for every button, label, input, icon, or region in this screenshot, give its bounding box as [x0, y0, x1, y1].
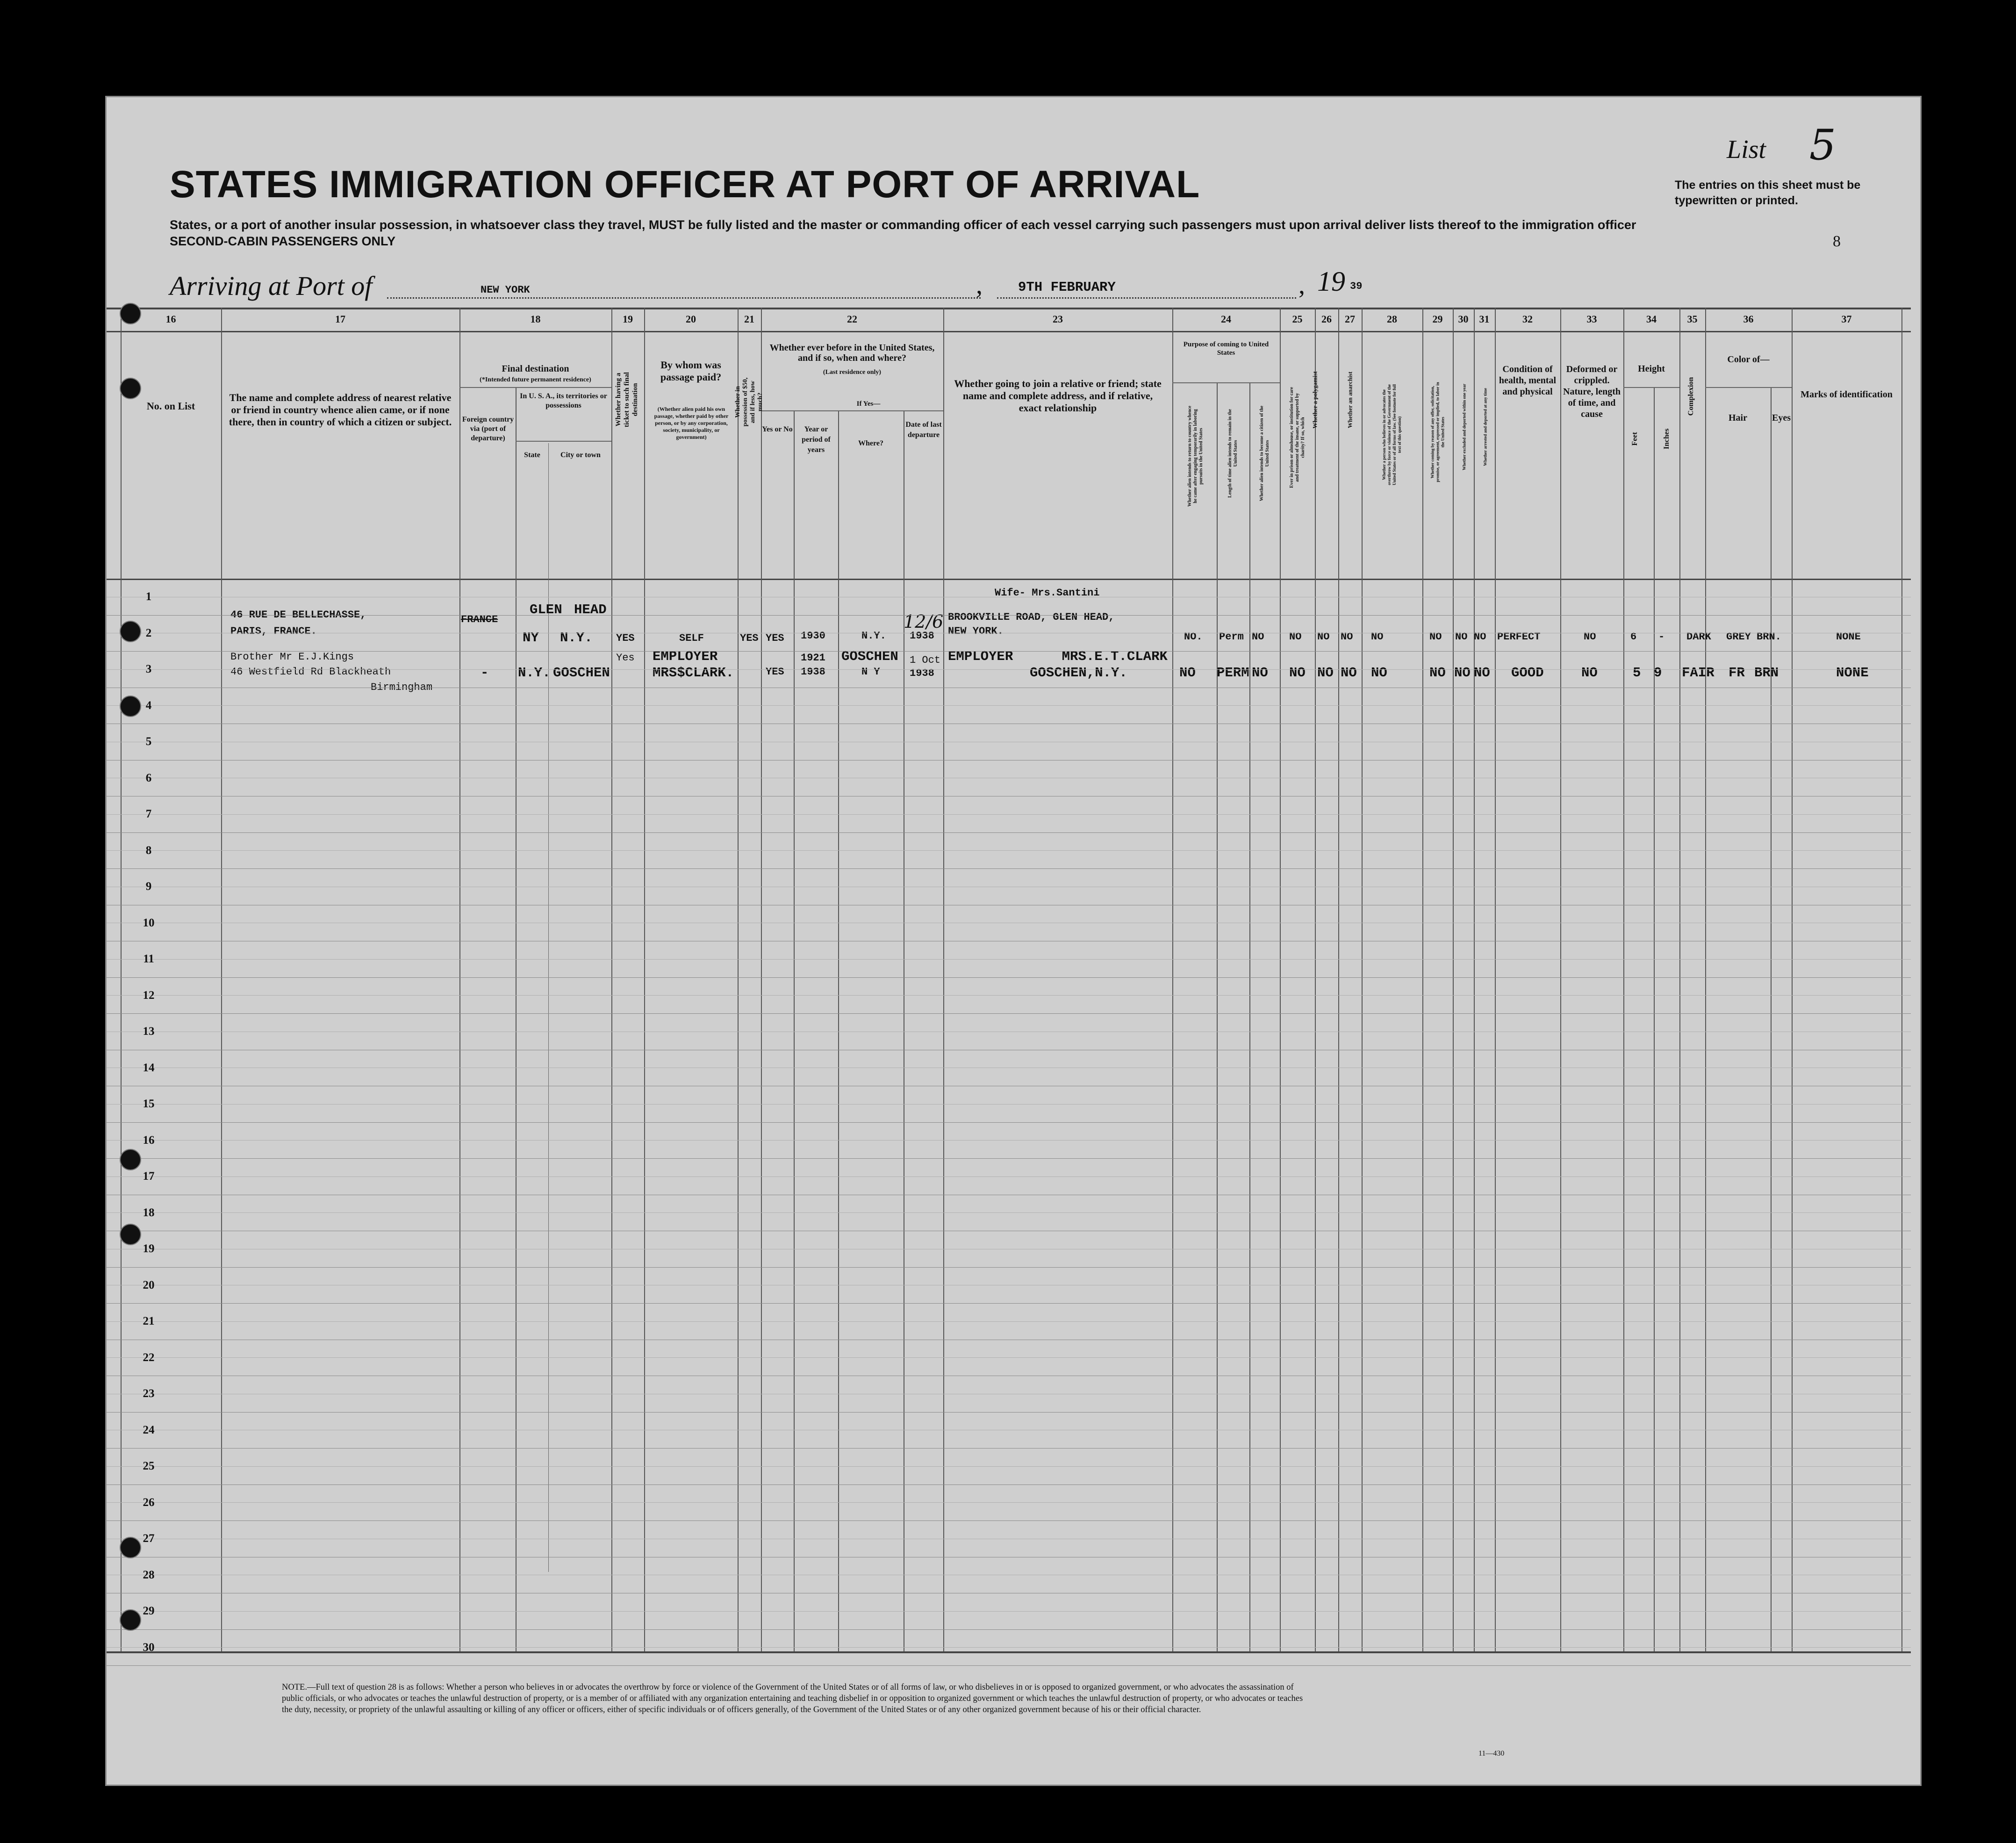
row1-join-line1: Wife- Mrs.Santini — [995, 587, 1100, 599]
header-before-in-us: Whether ever before in the United States, and if so, when and where? — [769, 343, 935, 363]
col-number: 28 — [1387, 313, 1397, 325]
row-number: 13 — [143, 1025, 155, 1038]
row2-date-line1: 1 Oct — [910, 654, 941, 666]
row-number: 9 — [145, 880, 152, 893]
row1-deformed: NO — [1584, 631, 1596, 643]
row2-inches: 9 — [1654, 665, 1662, 681]
col-number: 29 — [1432, 313, 1443, 325]
row1-prison: NO — [1289, 631, 1302, 643]
row2-address-line1: Brother Mr E.J.Kings — [230, 651, 354, 663]
row1-passage: SELF — [679, 632, 704, 644]
col-number: 33 — [1586, 313, 1597, 325]
row1-ticket: YES — [616, 632, 635, 644]
row-rule — [107, 1520, 1911, 1521]
row1-where: N.Y. — [861, 630, 886, 642]
row1-feet: 6 — [1630, 631, 1637, 643]
binder-hole — [120, 303, 141, 324]
row2-state: N.Y. — [518, 665, 551, 681]
row1-polygamist: NO — [1317, 631, 1330, 643]
row1-address-line2: PARIS, FRANCE. — [230, 625, 317, 637]
row1-inches: - — [1658, 631, 1665, 643]
row1-marks: NONE — [1836, 631, 1861, 643]
row2-where-line2: N Y — [861, 666, 880, 678]
form-number: 11—430 — [1478, 1750, 1505, 1757]
row-rule — [107, 1448, 1911, 1449]
row2-ticket: Yes — [616, 652, 635, 664]
col-number: 19 — [623, 313, 633, 325]
row1-q29: NO — [1429, 631, 1442, 643]
arriving-label: Arriving at Port of — [170, 271, 373, 301]
header-q31: Whether arrested and deported at any time — [1483, 388, 1488, 466]
row-rule — [107, 868, 1911, 869]
header-health: Condition of health, mental and physical — [1499, 364, 1557, 397]
row1-join-line3: NEW YORK. — [948, 625, 1004, 637]
row-subrule — [107, 959, 1911, 960]
row2-complexion: FAIR — [1682, 665, 1715, 681]
binder-hole — [120, 378, 141, 399]
row2-purpose-c: NO — [1252, 665, 1268, 681]
entries-note: The entries on this sheet must be typewritten or printed. — [1675, 179, 1861, 207]
row2-address-line2: 46 Westfield Rd Blackheath — [230, 666, 391, 678]
row-subrule — [107, 1212, 1911, 1213]
header-fifty-dollars: Whether in possession of $50, and if less, how much? — [734, 377, 764, 427]
row-number: 18 — [143, 1206, 155, 1219]
row-subrule — [107, 1357, 1911, 1358]
row-number: 3 — [145, 663, 152, 675]
col-number: 20 — [686, 313, 696, 325]
row-number: 6 — [145, 771, 152, 784]
header-if-yes: If Yes— — [856, 400, 881, 408]
row2-q28: NO — [1371, 665, 1387, 681]
row1-join-line2: BROOKVILLE ROAD, GLEN HEAD, — [948, 611, 1115, 623]
header-last-residence: (Last residence only) — [823, 369, 882, 376]
row-number: 8 — [145, 844, 152, 857]
header-prison: Ever in prison or almshouse, or institution for care and treatment of the insane, or supported by charity? If so, which — [1289, 387, 1306, 488]
row2-eyes: BRN — [1754, 665, 1779, 681]
row2-deformed: NO — [1581, 665, 1598, 681]
row2-address-line3: Birmingham — [371, 681, 433, 693]
header-where: Where? — [858, 439, 883, 447]
header-final-destination-note: (*Intended future permanent residence) — [480, 376, 591, 383]
row-number: 14 — [143, 1061, 155, 1074]
row-number: 17 — [143, 1170, 155, 1183]
col-number: 31 — [1479, 313, 1490, 325]
row2-prison: NO — [1289, 665, 1306, 681]
row-number: 2 — [145, 626, 152, 639]
col-number: 34 — [1646, 313, 1657, 325]
row-rule — [107, 615, 1911, 616]
row2-polygamist: NO — [1317, 665, 1334, 681]
header-foreign-country: Foreign country via (port of departure) — [462, 416, 514, 442]
row2-anarchist: NO — [1341, 665, 1357, 681]
row1-date: 1938 — [910, 630, 934, 642]
row-number: 24 — [143, 1423, 155, 1436]
port-dotted-line — [387, 297, 981, 299]
row-number: 20 — [143, 1278, 155, 1291]
header-eyes: Eyes — [1772, 413, 1791, 423]
header-yes-no: Yes or No — [762, 425, 793, 433]
row2-year-line1: 1921 — [801, 652, 825, 664]
row-subrule — [107, 1647, 1911, 1648]
header-purpose-b: Length of time alien intends to remain in the United States — [1227, 409, 1238, 498]
list-label: List — [1726, 135, 1766, 164]
col-number: 26 — [1321, 313, 1332, 325]
row-number: 29 — [143, 1605, 155, 1617]
header-ticket: Whether having a ticket to such final destination — [615, 372, 639, 427]
header-in-usa: In U. S. A., its territories or possessions — [520, 392, 607, 409]
header-q29: Whether coming by reason of any offer, solicitation, promise, or agreement, expressed or implied, to labor in the United States — [1430, 382, 1445, 482]
col-number: 21 — [744, 313, 754, 325]
list-number: 5 — [1809, 121, 1836, 170]
header-marks: Marks of identification — [1801, 389, 1893, 400]
binder-hole — [120, 1224, 141, 1245]
row2-where-line1: GOSCHEN — [841, 649, 898, 664]
row-subrule — [107, 1502, 1911, 1503]
row1-fifty: YES — [740, 632, 759, 644]
row-subrule — [107, 1321, 1911, 1322]
header-q28: Whether a person who believes in or advocates the overthrow by force or violence of the Government of the United States or of all forms of law. (See footnote for full text of this question) — [1382, 384, 1402, 486]
row-number: 23 — [143, 1387, 155, 1400]
row-number: 7 — [145, 808, 152, 820]
row-rule — [107, 977, 1911, 978]
row-number: 16 — [143, 1133, 155, 1147]
row2-foreign-country: - — [481, 665, 489, 681]
row2-q29: NO — [1429, 665, 1446, 681]
instructions-line: States, or a port of another insular possession, in whatsoever class they travel, MUST be fully listed and the master or commanding officer of each vessel carrying such passengers must upon arrival deliver lists thereof to the immigration officer — [170, 218, 1636, 232]
col-number: 18 — [530, 313, 541, 325]
row-subrule — [107, 850, 1911, 851]
row1-date-hand: 12/6 — [904, 611, 944, 632]
header-date-departure: Date of last departure — [905, 421, 942, 439]
row2-before: YES — [766, 666, 784, 678]
col-number: 16 — [165, 313, 176, 325]
row2-join-line1: EMPLOYER MRS.E.T.CLARK — [948, 649, 1168, 664]
binder-hole — [120, 1537, 141, 1558]
row-number: 21 — [143, 1315, 155, 1327]
row1-purpose-b: Perm — [1219, 631, 1244, 643]
header-color-of: Color of— — [1727, 354, 1770, 365]
year-suffix: 39 — [1350, 280, 1363, 292]
row-rule — [107, 832, 1911, 833]
row-number: 27 — [143, 1532, 155, 1545]
row-rule — [107, 1665, 1911, 1666]
row2-marks: NONE — [1836, 665, 1869, 681]
header-year-period: Year or period of years — [802, 425, 831, 454]
row2-passage-line1: EMPLOYER — [653, 649, 718, 664]
row-number: 22 — [143, 1351, 155, 1364]
row1-city-top: HEAD — [574, 602, 607, 617]
header-join-relative: Whether going to join a relative or friend; state name and complete address, and if relative, exact relationship — [954, 378, 1162, 414]
binder-hole — [120, 1149, 141, 1170]
row1-anarchist: NO — [1341, 631, 1353, 643]
row-number: 11 — [143, 953, 154, 965]
col-number: 35 — [1687, 313, 1698, 325]
row1-year: 1930 — [801, 630, 825, 642]
header-city: City or town — [560, 451, 601, 459]
row-rule — [107, 1629, 1911, 1630]
row-number: 15 — [143, 1097, 155, 1110]
row1-eyes: BRN. — [1757, 631, 1781, 643]
header-purpose: Purpose of coming to United States — [1183, 341, 1269, 357]
row-number: 25 — [143, 1460, 155, 1472]
corner-mark: 8 — [1833, 233, 1841, 250]
row-subrule — [107, 1611, 1911, 1612]
row2-year-line2: 1938 — [801, 666, 825, 678]
header-polygamist: Whether a polygamist — [1311, 371, 1319, 429]
header-passage-paid: By whom was passage paid? — [660, 359, 722, 383]
row1-health: PERFECT — [1497, 631, 1541, 643]
year-prefix: 19 — [1317, 266, 1345, 297]
col-number: 17 — [335, 313, 345, 325]
row1-complexion: DARK — [1686, 631, 1711, 643]
row-subrule — [107, 669, 1911, 670]
port-value: NEW YORK — [481, 284, 530, 296]
row2-city: GOSCHEN — [553, 665, 610, 681]
row2-feet: 5 — [1633, 665, 1641, 681]
header-q30: Whether excluded and deported within one year — [1462, 383, 1467, 471]
col-number: 23 — [1053, 313, 1063, 325]
row1-foreign-country: FRANCE — [461, 614, 498, 625]
row-number: 1 — [145, 590, 152, 603]
row2-passage-line2: MRS$CLARK. — [653, 665, 734, 681]
binder-hole — [120, 621, 141, 642]
row2-date-line2: 1938 — [910, 667, 934, 679]
header-hair: Hair — [1729, 413, 1747, 423]
binder-hole — [120, 696, 141, 717]
row-subrule — [107, 814, 1911, 815]
col-number: 30 — [1458, 313, 1469, 325]
row1-q30: NO — [1455, 631, 1468, 643]
passenger-class: SECOND-CABIN PASSENGERS ONLY — [170, 234, 396, 248]
row2-join-line2: GOSCHEN,N.Y. — [1030, 665, 1127, 681]
col-number: 32 — [1522, 313, 1533, 325]
header-anarchist: Whether an anarchist — [1346, 372, 1354, 428]
row-number: 10 — [143, 916, 155, 929]
comma-2: , — [1299, 271, 1305, 300]
header-purpose-a: Whether alien intends to return to country whence he came after engaging temporarily in laboring pursuits in the United States — [1187, 406, 1204, 507]
row-subrule — [107, 995, 1911, 996]
col-number: 25 — [1292, 313, 1303, 325]
date-value: 9TH FEBRUARY — [1018, 280, 1116, 295]
row1-purpose-a: NO. — [1184, 631, 1203, 643]
row2-purpose-b: PERM — [1217, 665, 1249, 681]
row1-before: YES — [766, 632, 784, 644]
row2-hair: FR — [1729, 665, 1745, 681]
col-number: 22 — [847, 313, 857, 325]
header-relative-address: The name and complete address of nearest relative or friend in country whence alien came, or if none there, then in country of which a citizen or subject. — [229, 392, 452, 428]
header-state: State — [524, 451, 540, 459]
header-feet: Feet — [1631, 432, 1639, 446]
row1-hair: GREY — [1726, 631, 1751, 643]
header-complexion: Complexion — [1687, 377, 1695, 416]
row1-q28: NO — [1371, 631, 1384, 643]
row-rule — [107, 1122, 1911, 1123]
row-subrule — [107, 1466, 1911, 1467]
row1-address-line1: 46 RUE DE BELLECHASSE, — [230, 609, 366, 621]
row-number: 26 — [143, 1496, 155, 1509]
row2-q30: NO — [1454, 665, 1471, 681]
col-number: 36 — [1743, 313, 1754, 325]
row-number: 5 — [145, 735, 152, 748]
col-number: 37 — [1841, 313, 1852, 325]
row-number: 4 — [145, 699, 152, 712]
row-number: 30 — [143, 1641, 155, 1654]
row-rule — [107, 1158, 1911, 1159]
col-number: 24 — [1221, 313, 1231, 325]
row-number: 28 — [143, 1568, 155, 1581]
row1-state-top: GLEN — [530, 602, 562, 617]
manifest-sheet — [105, 96, 1922, 1786]
row1-purpose-c: NO — [1252, 631, 1264, 643]
row1-state: NY — [523, 630, 539, 645]
row-rule — [107, 1303, 1911, 1304]
row-subrule — [107, 1176, 1911, 1177]
header-no-on-list: No. on List — [146, 400, 195, 412]
header-final-destination: Final destination — [502, 364, 569, 374]
header-purpose-c: Whether alien intends to become a citizen of the United States — [1259, 405, 1270, 502]
header-deformed: Deformed or crippled. Nature, length of time, and cause — [1563, 364, 1621, 419]
col-number: 27 — [1345, 313, 1355, 325]
footnote: NOTE.—Full text of question 28 is as follows: Whether a person who believes in or advocates the overthrow by force or violence of the Government of the United States or of all forms of law, or who disbelieves in or is opposed to organized government, or who advocates the assassination of public officials, or who advocates or teaches the unlawful destruction of property, or is a member of or affiliated with any organization entertaining and teaching disbelief in or opposition to organized government or which teaches the unlawful destruction of property, or who advocates or teaches the duty, necessity, or propriety of the unlawful assaulting or killing of any officer or officers, either of specific individuals or of officers generally, of the Government of the United States or of any other organized government because of his or their official character. — [282, 1683, 1303, 1714]
row1-q31: NO — [1474, 631, 1486, 643]
row2-health: GOOD — [1511, 665, 1544, 681]
header-inches: Inches — [1663, 428, 1671, 450]
row-subrule — [107, 705, 1911, 706]
header-height: Height — [1638, 364, 1665, 374]
row1-city: N.Y. — [560, 630, 593, 645]
binder-hole — [120, 1609, 141, 1631]
header-passage-note: (Whether alien paid his own passage, whether paid by other person, or by any corporation, society, municipality, or government) — [654, 406, 729, 440]
row-rule — [107, 1412, 1911, 1413]
row2-purpose-a: NO — [1179, 665, 1196, 681]
row-rule — [107, 1484, 1911, 1485]
row-rule — [107, 1013, 1911, 1014]
row2-q31: NO — [1474, 665, 1490, 681]
row-rule — [107, 651, 1911, 652]
row-rule — [107, 1267, 1911, 1268]
row-number: 19 — [143, 1242, 155, 1255]
date-dotted-line — [997, 297, 1296, 299]
row-number: 12 — [143, 989, 155, 1002]
page-title: STATES IMMIGRATION OFFICER AT PORT OF ARRIVAL — [170, 163, 1200, 206]
comma: , — [976, 271, 983, 300]
